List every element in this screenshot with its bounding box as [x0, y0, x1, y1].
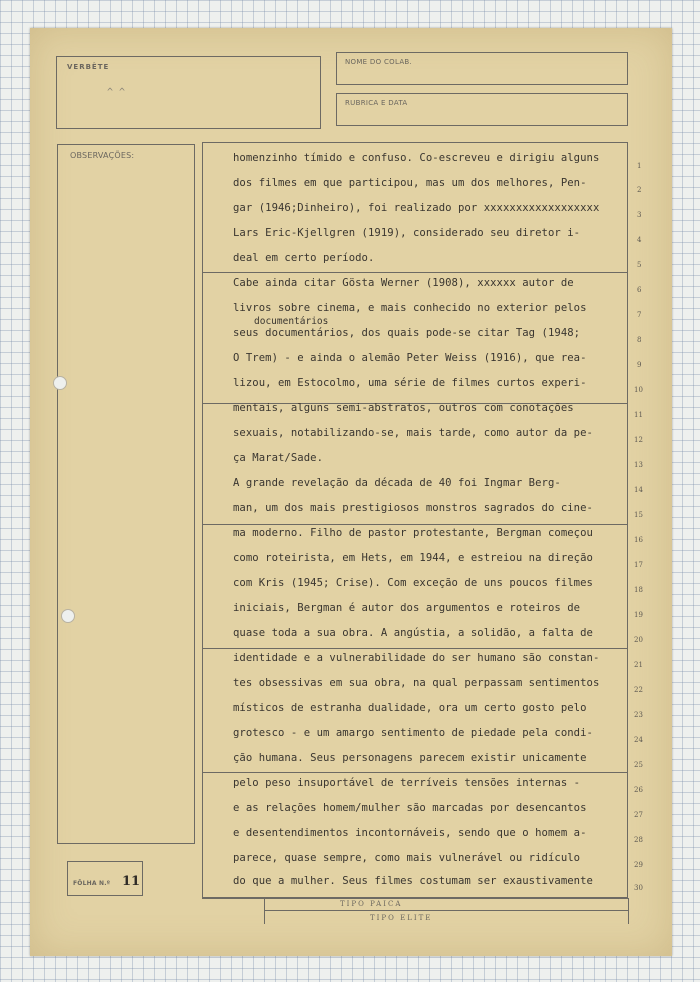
verbete-box: [56, 56, 321, 129]
typed-line: dos filmes em que participou, mas um dos melhores, Pen-: [233, 177, 587, 189]
line-number: 5: [637, 261, 642, 269]
typed-line: A grande revelação da década de 40 foi Ingmar Berg-: [233, 477, 561, 489]
typed-line: O Trem) - e ainda o alemão Peter Weiss (1916), que rea-: [233, 352, 587, 364]
verbete-mark: ^ ^: [107, 87, 126, 98]
verbete-label: VERBÊTE: [67, 63, 110, 71]
line-number: 8: [637, 336, 642, 344]
line-number: 12: [634, 436, 643, 444]
typed-line: Cabe ainda citar Gösta Werner (1908), xxxxxx autor de: [233, 277, 574, 289]
line-number: 14: [634, 486, 643, 494]
line-number: 24: [634, 736, 643, 744]
line-number: 17: [634, 561, 643, 569]
rubrica-box: [336, 93, 628, 126]
typed-line: grotesco - e um amargo sentimento de piedade pela condi-: [233, 727, 593, 739]
typed-line: man, um dos mais prestigiosos monstros sagrados do cine-: [233, 502, 593, 514]
line-number: 3: [637, 211, 642, 219]
section-rule: [202, 648, 628, 649]
typed-line: seus documentários, dos quais pode-se citar Tag (1948;: [233, 327, 581, 339]
binder-hole: [53, 376, 67, 390]
line-number: 21: [634, 661, 643, 669]
line-number: 16: [634, 536, 643, 544]
tipo-elite-label: TIPO ELITE: [370, 914, 433, 922]
line-number: 11: [634, 411, 643, 419]
line-number: 23: [634, 711, 643, 719]
typed-line: sexuais, notabilizando-se, mais tarde, como autor da pe-: [233, 427, 593, 439]
typed-line: com Kris (1945; Crise). Com exceção de uns poucos filmes: [233, 577, 593, 589]
binder-hole: [61, 609, 75, 623]
index-card-sheet: [30, 28, 672, 956]
tipo-elite-rule: [264, 910, 628, 911]
tipo-paica-rule: [202, 898, 628, 899]
observacoes-box: [57, 144, 195, 844]
observacoes-label: OBSERVAÇÕES:: [70, 151, 135, 160]
typed-line: parece, quase sempre, como mais vulnerável ou ridículo: [233, 852, 581, 864]
rubrica-label: RUBRICA E DATA: [345, 99, 408, 107]
line-number: 18: [634, 586, 643, 594]
section-rule: [202, 272, 628, 273]
typed-line: deal em certo período.: [233, 252, 375, 264]
typed-line: mentais, alguns semi-abstratos, outros com conotações: [233, 402, 574, 414]
line-number: 10: [634, 386, 643, 394]
line-number: 1: [637, 162, 642, 170]
section-rule: [202, 772, 628, 773]
typed-line: do que a mulher. Seus filmes costumam ser exaustivamente: [233, 875, 593, 887]
margin-rule-right: [628, 898, 629, 924]
section-rule: [202, 524, 628, 525]
tipo-paica-label: TIPO PAICA: [340, 900, 403, 908]
typed-line: místicos de estranha dualidade, ora um certo gosto pelo: [233, 702, 587, 714]
typed-line: quase toda a sua obra. A angústia, a solidão, a falta de: [233, 627, 593, 639]
typed-line: pelo peso insuportável de terríveis tensões internas -: [233, 777, 581, 789]
line-number: 13: [634, 461, 643, 469]
typed-line: gar (1946;Dinheiro), foi realizado por xxxxxxxxxxxxxxxxxx: [233, 202, 600, 214]
line-number: 19: [634, 611, 643, 619]
line-number: 15: [634, 511, 643, 519]
line-number: 4: [637, 236, 642, 244]
typed-line: identidade e a vulnerabilidade do ser humano são constan-: [233, 652, 600, 664]
typed-line: iniciais, Bergman é autor dos argumentos e roteiros de: [233, 602, 581, 614]
typed-line: e desentendimentos incontornáveis, sendo que o homem a-: [233, 827, 587, 839]
nome-colab-label: NOME DO COLAB.: [345, 58, 413, 66]
line-number: 20: [634, 636, 643, 644]
line-number: 26: [634, 786, 643, 794]
typed-line: como roteirista, em Hets, em 1944, e estreiou na direção: [233, 552, 593, 564]
typed-line: tes obsessivas em sua obra, na qual perpassam sentimentos: [233, 677, 600, 689]
folha-label: FÔLHA N.º: [73, 880, 111, 887]
nome-colab-box: [336, 52, 628, 85]
line-number: 7: [637, 311, 642, 319]
line-number: 6: [637, 286, 642, 294]
line-number: 22: [634, 686, 643, 694]
line-number: 2: [637, 186, 642, 194]
typed-line: Lars Eric-Kjellgren (1919), considerado seu diretor i-: [233, 227, 581, 239]
line-number: 29: [634, 861, 643, 869]
margin-rule-left: [264, 898, 265, 924]
typed-line: e as relações homem/mulher são marcadas por desencantos: [233, 802, 587, 814]
typed-line: livros sobre cinema, e mais conhecido no exterior pelos: [233, 302, 587, 314]
line-number: 27: [634, 811, 643, 819]
folha-box: [67, 861, 143, 896]
folha-number: 11: [122, 874, 141, 889]
typed-line: homenzinho tímido e confuso. Co-escreveu e dirigiu alguns: [233, 152, 600, 164]
typed-line: ma moderno. Filho de pastor protestante, Bergman começou: [233, 527, 593, 539]
typed-line: ção humana. Seus personagens parecem existir unicamente: [233, 752, 587, 764]
line-number: 9: [637, 361, 642, 369]
line-number: 30: [634, 884, 643, 892]
typed-line: ça Marat/Sade.: [233, 452, 323, 464]
typed-line: lizou, em Estocolmo, uma série de filmes curtos experi-: [233, 377, 587, 389]
line-number: 25: [634, 761, 643, 769]
handwritten-insertion: documentários: [254, 316, 329, 327]
line-number: 28: [634, 836, 643, 844]
